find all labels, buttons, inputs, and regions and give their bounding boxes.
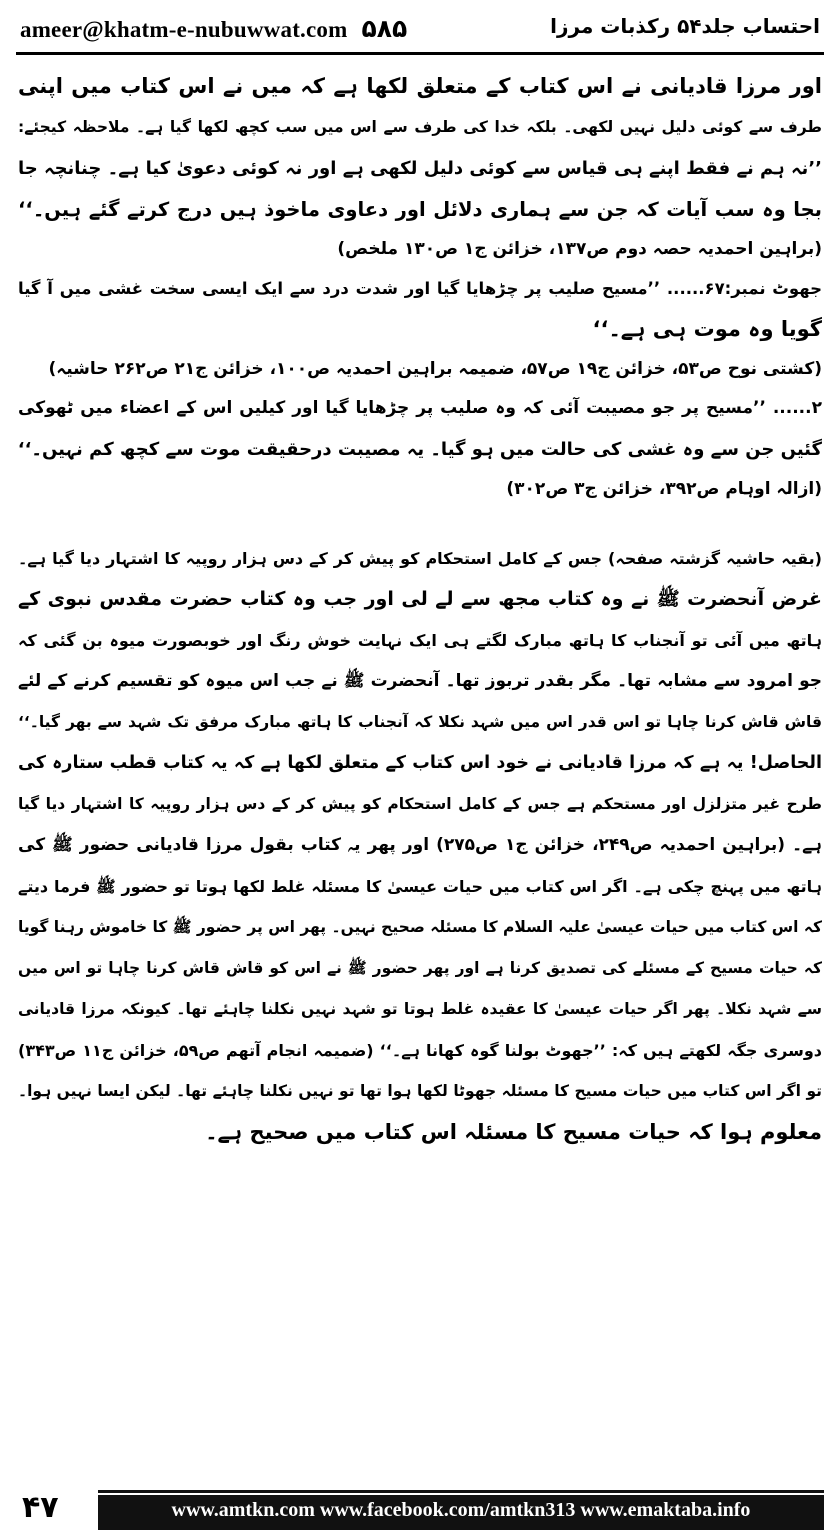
- page-header: [16, 12, 824, 46]
- body-line: طرف سے کوئی دلیل نہیں لکھی۔ بلکہ خدا کی طرف سے اس میں سب کچھ لکھا گیا ہے۔ ملاحظہ کیجئے:: [18, 118, 822, 136]
- body-line: سے شہد نکلا۔ پھر اگر حیات عیسیٰ کا عقیدہ غلط ہوتا تو شہد نہیں نکلنا چاہئے تھا۔ کیونکہ مرزا قادیانی: [18, 1000, 822, 1018]
- body-line: ہاتھ میں آئی تو آنجناب کا ہاتھ مبارک لگتے ہی ایک نہایت خوش رنگ اور خوبصورت میوہ بن گئی کہ: [18, 631, 822, 650]
- body-line: گویا وہ موت ہی ہے۔‘‘: [592, 317, 822, 341]
- body-line: جھوٹ نمبر:۶۷...... ’’مسیح صلیب پر چڑھایا گیا اور شدت درد سے ایک ایسی سخت غشی میں آ گیا: [18, 279, 822, 298]
- header-rule: [16, 52, 824, 55]
- body-line: جو امرود سے مشابہ تھا۔ مگر بقدر تربوز تھا۔ آنحضرت ﷺ نے جب اس میوہ کو تقسیم کرنے کے لئے: [18, 671, 822, 691]
- body-line: غرض آنحضرت ﷺ نے وہ کتاب مجھ سے لے لی اور جب وہ کتاب حضرت مقدس نبوی کے: [18, 588, 822, 610]
- body-line: (بقیہ حاشیہ گزشتہ صفحہ) جس کے کامل استحکام کو پیش کر کے دس ہزار روپیہ کا اشتہار دیا گیا ہے۔: [18, 549, 822, 568]
- header-email[interactable]: ameer@khatm-e-nubuwwat.com: [20, 17, 348, 42]
- citation: (ازالہ اوہام ص۳۹۲، خزائن ج۳ ص۳۰۲): [506, 479, 822, 499]
- page-body: [18, 66, 822, 1478]
- body-line: کہ اس کتاب میں حیات عیسیٰ علیہ السلام کا مسئلہ صحیح نہیں۔ پھر اس پر حضور ﷺ کا خاموش رہنا گویا: [18, 918, 822, 936]
- body-line: الحاصل! یہ ہے کہ مرزا قادیانی نے خود اس کتاب کے متعلق لکھا ہے کہ یہ کتاب قطب ستارہ کی: [18, 753, 822, 773]
- body-line: تو اگر اس کتاب میں حیات مسیح کا مسئلہ جھوٹا لکھا ہوا تھا تو نہیں نکلنا چاہئے تھا۔ لیکن ایسا نہیں ہوا۔: [18, 1082, 822, 1100]
- citation: (کشتی نوح ص۵۳، خزائن ج۱۹ ص۵۷، ضمیمہ براہین احمدیہ ص۱۰۰، خزائن ج۲۱ ص۲۶۲ حاشیہ): [48, 359, 822, 379]
- body-line: معلوم ہوا کہ حیات مسیح کا مسئلہ اس کتاب میں صحیح ہے۔: [205, 1120, 822, 1144]
- page-footer: [16, 1486, 824, 1530]
- citation: (براہین احمدیہ حصہ دوم ص۱۳۷، خزائن ج۱ ص۱۳۰ ملخص): [337, 239, 822, 259]
- header-left: [20, 14, 407, 43]
- body-line: دوسری جگہ لکھتے ہیں کہ: ’’جھوٹ بولنا گوہ کھانا ہے۔‘‘ (ضمیمہ انجام آتھم ص۵۹، خزائن ج۱۱ ص۳۴۳): [18, 1041, 822, 1060]
- body-line: کہ حیات مسیح کے مسئلے کی تصدیق کرنا ہے اور پھر حضور ﷺ نے اس کو قاش قاش کرنا چاہا تو اس میں: [18, 959, 822, 977]
- body-line: گئیں جن سے وہ غشی کی حالت میں ہو گیا۔ یہ مصیبت درحقیقت موت سے کچھ کم نہیں۔‘‘: [18, 439, 822, 460]
- body-line: قاش قاش کرنا چاہا تو اس قدر اس میں شہد نکلا کہ آنجناب کا ہاتھ مبارک مرفق تک شہد سے بھر گیا۔‘‘: [18, 713, 822, 731]
- footer-rule: [98, 1493, 824, 1495]
- body-line: بجا وہ سب آیات کہ جن سے ہماری دلائل اور دعاوی ماخوذ ہیں درج کرتے گئے ہیں۔‘‘: [18, 198, 822, 221]
- body-line: طرح غیر متزلزل اور مستحکم ہے جس کے کامل استحکام کو پیش کر کے دس ہزار روپیہ کا اشتہار دیا گیا: [18, 795, 822, 813]
- folio-number: ۴۷: [22, 1490, 59, 1525]
- body-line: اور مرزا قادیانی نے اس کتاب کے متعلق لکھا ہے کہ میں نے اس کتاب میں اپنی: [18, 74, 822, 98]
- footer-bar: [98, 1490, 824, 1530]
- section-gap: [18, 508, 822, 538]
- body-line: ہاتھ میں پہنچ چکی ہے۔ اگر اس کتاب میں حیات عیسیٰ کا مسئلہ غلط لکھا ہوتا تو حضور ﷺ فرما دیتے: [18, 877, 822, 896]
- body-line: ۲...... ’’مسیح پر جو مصیبت آئی کہ وہ صلیب پر چڑھایا گیا اور کیلیں اس کے اعضاء میں ٹھوکی: [18, 398, 822, 418]
- header-title: احتساب جلد۵۴ رکذبات مرزا: [550, 14, 820, 38]
- footer-links[interactable]: www.amtkn.com www.facebook.com/amtkn313 www.emaktaba.info: [171, 1499, 751, 1521]
- body-line: ہے۔ (براہین احمدیہ ص۲۴۹، خزائن ج۱ ص۲۷۵) اور پھر یہ کتاب بقول مرزا قادیانی حضور ﷺ کی: [18, 835, 822, 855]
- body-line: ’’نہ ہم نے فقط اپنے ہی قیاس سے کوئی دلیل لکھی ہے اور نہ کوئی دعویٰ کیا ہے۔ چنانچہ جا: [18, 158, 822, 179]
- header-page-number: ۵۸۵: [361, 14, 408, 43]
